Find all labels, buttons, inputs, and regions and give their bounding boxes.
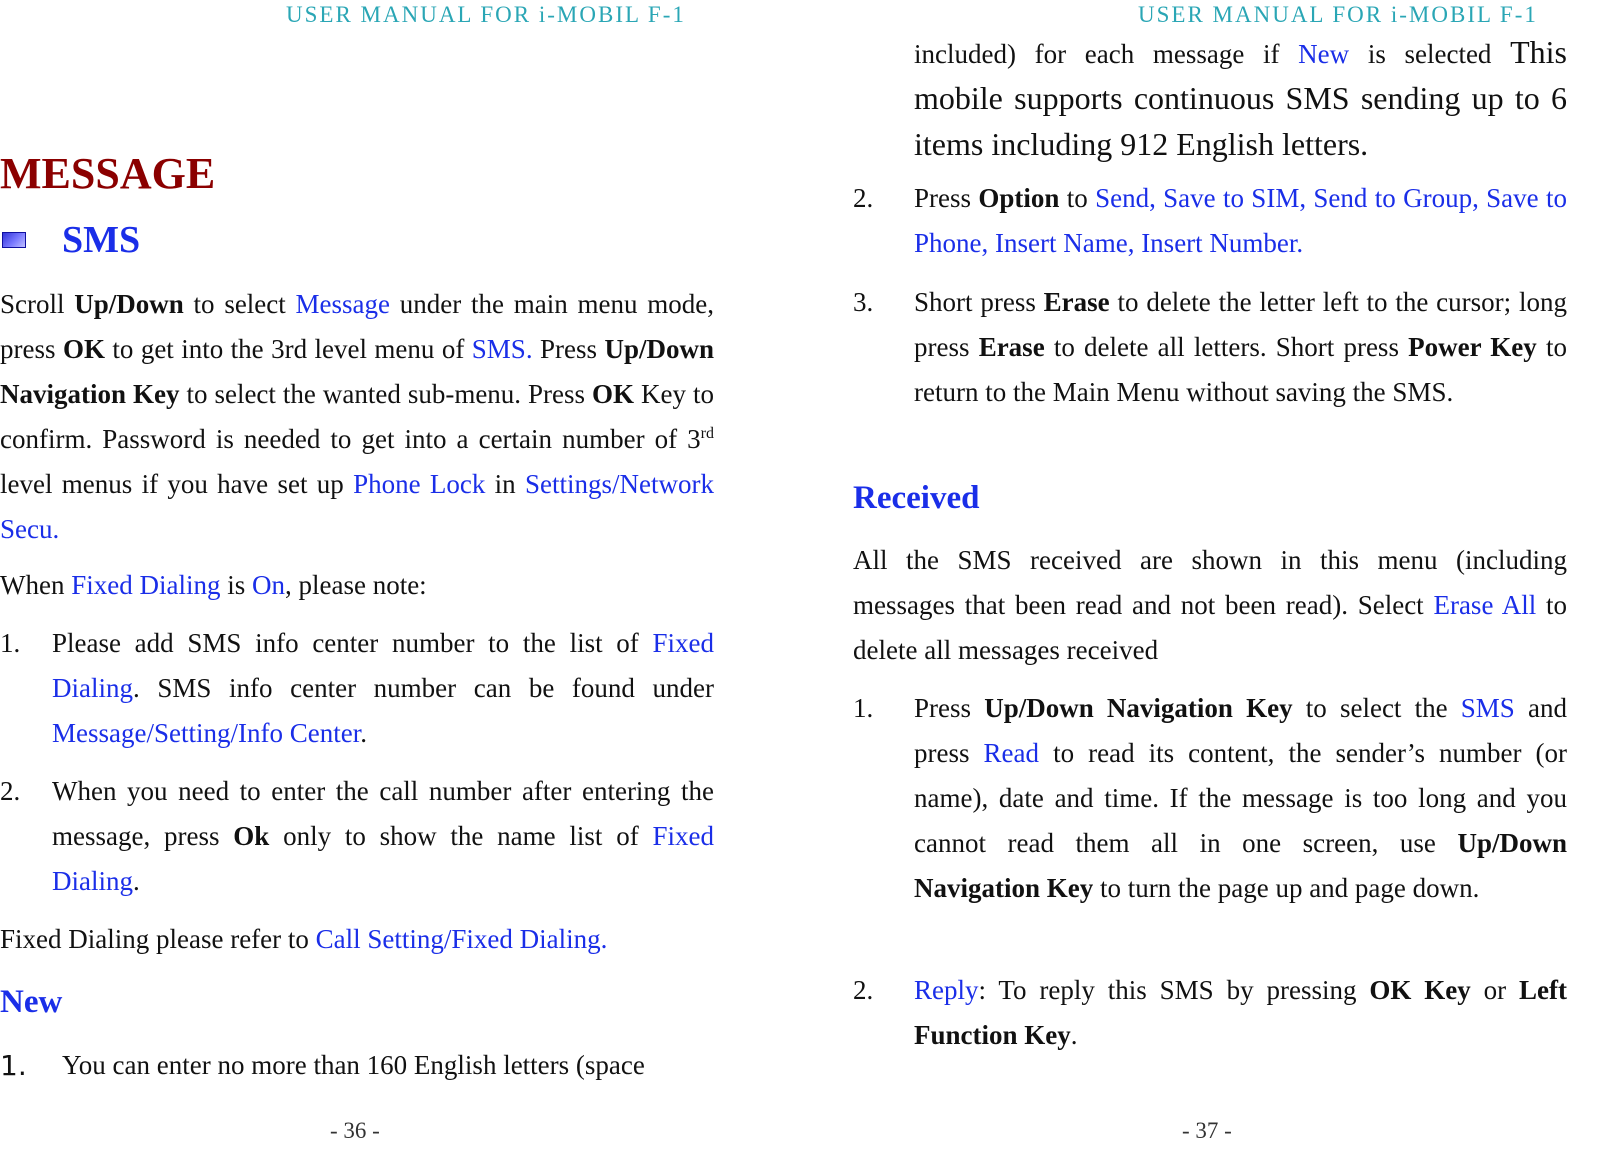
link-fixed-dialing[interactable]: Fixed Dialing [52,628,714,703]
subsection-received: Received [853,480,980,516]
list-item: 1. Press Up/Down Navigation Key to select the SMS and press Read to read its content, the sender’s number (or name), date and time. If the message is too long and you cannot read them all in one screen, use Up/Down Navigation Key to turn the page up and page down. [853,693,1567,903]
fixed-dialing-note: When Fixed Dialing is On, please note: [0,570,427,600]
page-header-left: USER MANUAL FOR i-MOBIL F-1 [286,2,686,27]
list-item: 2. When you need to enter the call number after entering the message, press Ok only to show the name list of Fixed Dialing. [0,776,714,896]
link-sms[interactable]: SMS. [471,334,533,364]
list-item: 2. Reply: To reply this SMS by pressing OK Key or Left Function Key. [853,975,1568,1050]
link-fixed-dialing[interactable]: Fixed Dialing [71,570,221,600]
link-fixed-dialing[interactable]: Fixed Dialing [52,821,714,896]
page-number-right: - 37 - [1182,1118,1232,1143]
link-network-security[interactable]: Settings/Network Secu. [0,469,714,544]
link-message[interactable]: Message [295,289,391,319]
page-header-right: USER MANUAL FOR i-MOBIL F-1 [1138,2,1538,27]
link-erase-all[interactable]: Erase All [1433,590,1537,620]
list-item: 1. Please add SMS info center number to the list of Fixed Dialing. SMS info center number can be found under Message/Setting/Info Center. [0,628,714,748]
square-bullet-icon [2,232,26,248]
received-paragraph: All the SMS received are shown in this menu (including messages that been read and not been read). Select Erase All to delete all messages received [853,545,1567,665]
subsection-new: New [0,984,63,1020]
link-call-setting[interactable]: Call Setting/Fixed Dialing. [315,924,608,954]
chapter-title: MESSAGE [0,149,216,198]
intro-paragraph: Scroll Up/Down to select Message under the main menu mode, press OK to get into the 3rd level menu of SMS. Press Up/Down Navigation Key to select the wanted sub-menu. Press OK Key to confirm. Password is needed to get into a certain number of 3rd level menus if you have set up Phone Lock in Settings/Network Secu. [0,289,715,544]
link-sms[interactable]: SMS [1460,693,1515,723]
link-new[interactable]: New [1298,39,1350,69]
section-title: SMS [62,219,141,261]
list-item: 1. You can enter no more than 160 English letters (space [0,1049,645,1082]
refer-paragraph: Fixed Dialing please refer to Call Setting/Fixed Dialing. [0,924,608,954]
link-info-center[interactable]: Message/Setting/Info Center [52,718,361,748]
page-number-left: - 36 - [330,1118,380,1143]
list-item: 3. Short press Erase to delete the letter left to the cursor; long press Erase to delete all letters. Short press Power Key to return to the Main Menu without saving the SMS. [853,287,1567,407]
link-on[interactable]: On [251,570,285,600]
link-reply[interactable]: Reply [914,975,979,1005]
link-read[interactable]: Read [983,738,1040,768]
list-item: 2. Press Option to Send, Save to SIM, Send to Group, Save to Phone, Insert Name, Insert Number. [853,183,1567,258]
link-option-actions[interactable]: Send, Save to SIM, Send to Group, Save to Phone, Insert Name, Insert Number. [914,183,1567,258]
link-phone-lock[interactable]: Phone Lock [353,469,486,499]
continued-paragraph: included) for each message if New is selected This mobile supports continuous SMS sending up to 6 items including 912 English letters. [914,34,1567,162]
section-heading-sms [0,214,140,266]
